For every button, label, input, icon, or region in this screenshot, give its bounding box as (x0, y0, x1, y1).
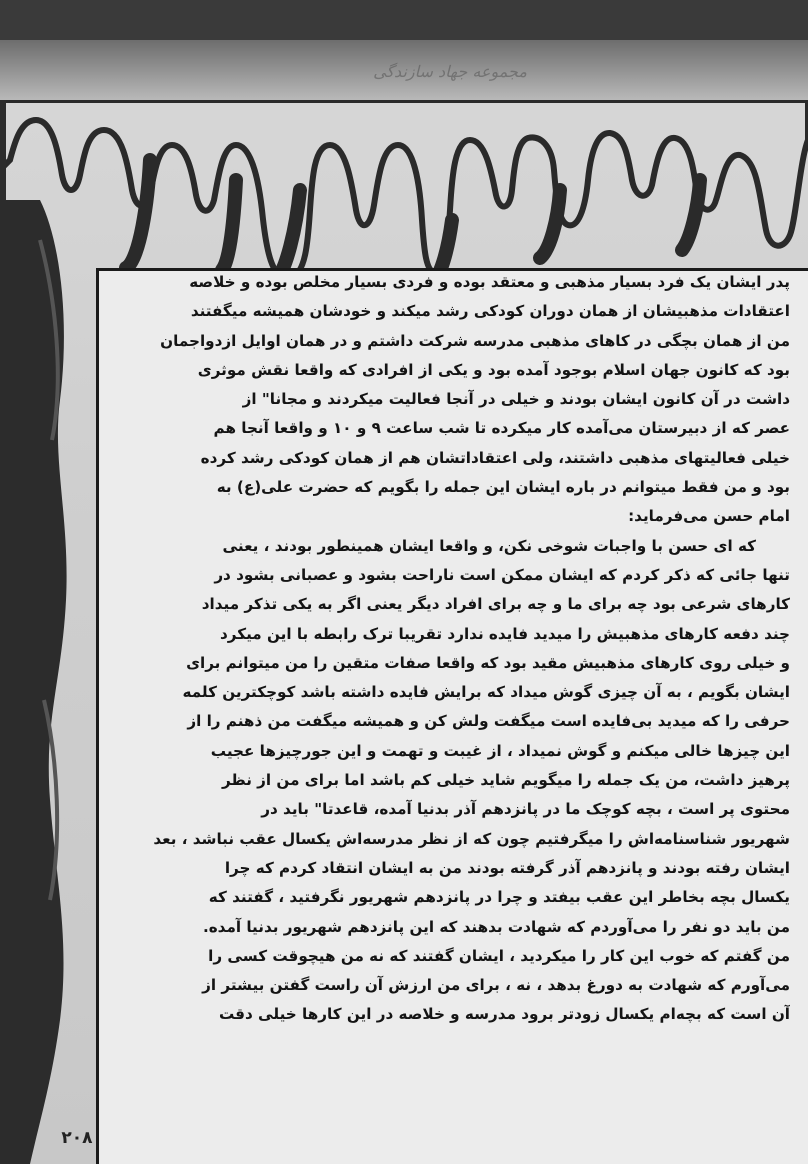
article-line: امام حسن می‌فرماید: (628, 507, 790, 526)
article-line: حرفی را که میدید بی‌فایده است میگفت ولش کن و همیشه میگفت من ذهنم را از (187, 712, 790, 731)
article-line: و خیلی روی کارهای مذهبیش مقید بود که واقعا صفات متقین را من میتوانم برای (186, 653, 790, 672)
article-line: بود که کانون جهان اسلام بوجود آمده بود و یکی از افرادی که واقعا نقش موثری (197, 360, 790, 379)
header-caption: مجموعه جهاد سازندگی (373, 62, 527, 81)
article-line: چند دفعه کارهای مذهبیش را میدید فایده ندارد تقریبا ترک رابطه با این میکرد (220, 624, 790, 643)
article-line: اعتقادات مذهبیشان از همان دوران کودکی رشد میکند و خودشان همیشه میگفتند (190, 302, 790, 321)
article-line: آن است که بچه‌ام یکسال زودتر برود مدرسه و خلاصه در این کارها خیلی دقت (218, 1005, 790, 1024)
article-line: من گفتم که خوب این کار را میکردید ، ایشان گفتند که نه من هیچوقت کسی را (208, 946, 790, 965)
page-number: ۲۰۸ (61, 1128, 93, 1148)
article-line: خیلی فعالیتهای مذهبی داشتند، ولی اعتقاداتشان هم از همان کودکی رشد کرده (200, 448, 790, 467)
article-line: یکسال بچه بخاطر این عقب بیفتد و چرا در پانزدهم شهریور نگرفتید ، گفتند که (208, 888, 790, 907)
article-line: می‌آورم که شهادت به دورغ بدهد ، نه ، برای من ارزش آن راست گفتن بیشتر از (202, 976, 790, 995)
article-line: پدر ایشان یک فرد بسیار مذهبی و معتقد بوده و فردی بسیار مخلص بوده و خلاصه (189, 273, 790, 291)
left-edge-shadow (0, 100, 6, 1164)
article-line: این چیزها خالی میکنم و گوش نمیداد ، از غیبت و تهمت و این جورچیزها عجیب (210, 741, 790, 760)
article-line: داشت در آن کانون ایشان بودند و خیلی در آنجا فعالیت میکردند و مجانا" از (242, 390, 790, 409)
article-line: محتوی پر است ، بچه کوچک ما در پانزدهم آذر بدنیا آمده، قاعدتا" باید در (261, 800, 790, 819)
article-line: که ای حسن با واجبات شوخی نکن، و واقعا ایشان همینطور بودند ، یعنی (222, 536, 756, 555)
article-line: ایشان بگویم ، به آن چیزی گوش میداد که برایش فایده داشته باشد کوچکترین کلمه (182, 683, 790, 702)
article-line: تنها جائی که ذکر کردم که ایشان ممکن است ناراحت بشود و عصبانی بشود در (214, 565, 790, 584)
article-line: بود و من فقط میتوانم در باره ایشان این جمله را بگویم که حضرت علی(ع) به (216, 478, 790, 497)
article-line: عصر که از دبیرستان می‌آمده کار میکرده تا شب ساعت ۹ و ۱۰ و واقعا آنجا هم (213, 419, 790, 438)
top-dark-band (0, 0, 808, 40)
article-line: من باید دو نفر را می‌آوردم که شهادت بدهند که این پانزدهم شهریور بدنیا آمده. (202, 917, 790, 936)
article-line: کارهای شرعی بود چه برای ما و چه برای افراد دیگر یعنی اگر به یکی تذکر میداد (201, 595, 790, 614)
article-line: من از همان بچگی در کاهای مذهبی مدرسه شرکت داشتم و در همان اوایل ازدواجمان (160, 331, 790, 350)
article-body (104, 268, 804, 1030)
article-line: شهریور شناسنامه‌اش را میگرفتیم چون که از نظر مدرسه‌اش یکسال عقب نباشد ، بعد (153, 829, 790, 848)
article-line: پرهیز داشت، من یک جمله را میگویم شاید خیلی کم باشد اما برای من از نظر (221, 771, 790, 790)
article-line: ایشان رفته بودند و پانزدهم آذر گرفته بودند من به ایشان انتقاد کردم که چرا (224, 858, 790, 877)
